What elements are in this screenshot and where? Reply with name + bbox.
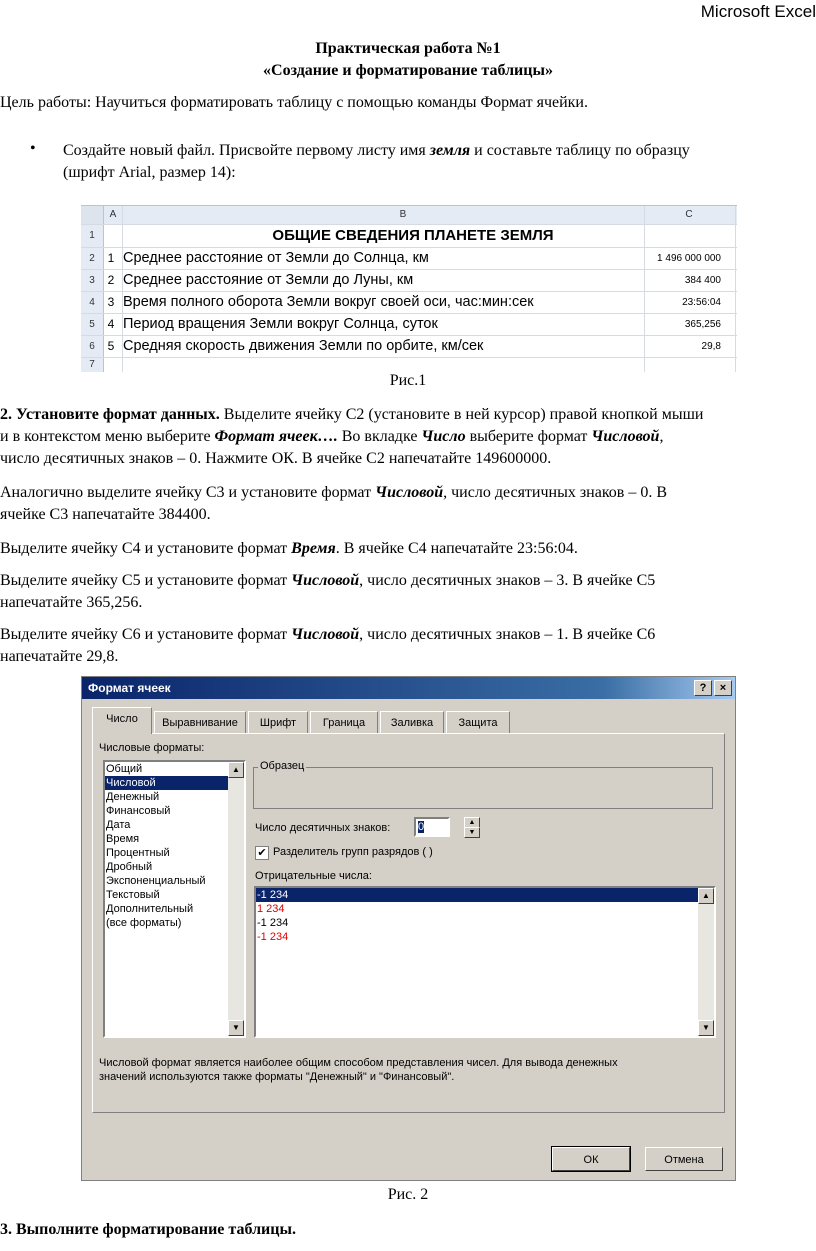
decimals-spinner[interactable] <box>464 817 480 837</box>
decimals-input[interactable] <box>414 817 450 837</box>
ok-button[interactable]: ОК <box>552 1147 630 1171</box>
row-number: 7 <box>81 358 104 372</box>
step2-em-numeric: Числовой <box>591 428 660 445</box>
step2-em-format: Формат ячеек…. <box>214 428 338 445</box>
format-list-item[interactable]: Экспоненциальный <box>106 875 206 887</box>
description-line2: значений используются также форматы "Денежный" и "Финансовый". <box>99 1071 455 1083</box>
col-header-c: C <box>685 209 693 220</box>
para-c3-a: Аналогично выделите ячейку С3 и установите формат <box>0 484 376 501</box>
bullet-line1 <box>63 140 813 162</box>
negative-numbers-label: Отрицательные числа: <box>255 870 372 882</box>
para-c5-line1 <box>0 570 816 592</box>
negative-list-item[interactable]: 1 234 <box>257 903 285 915</box>
row-description: Среднее расстояние от Земли до Солнца, км <box>123 250 429 266</box>
row-number: 3 <box>81 270 104 291</box>
decimals-value: 0 <box>418 821 425 833</box>
format-list-item[interactable]: Дата <box>106 819 131 831</box>
sample-label: Образец <box>260 760 305 772</box>
table-title: ОБЩИЕ СВЕДЕНИЯ ПЛАНЕТЕ ЗЕМЛЯ <box>272 227 554 244</box>
row-value: 365,256 <box>684 319 721 330</box>
para-c4-b: . В ячейке С4 напечатайте 23:56:04. <box>335 540 578 557</box>
row-index: 1 <box>107 251 115 265</box>
formats-label: Числовые форматы: <box>99 742 205 754</box>
spin-down-icon[interactable]: ▼ <box>464 827 480 838</box>
step2-em-number: Число <box>421 428 466 445</box>
tab-alignment[interactable]: Выравнивание <box>154 711 246 733</box>
para-c4-a: Выделите ячейку С4 и установите формат <box>0 540 292 557</box>
tab-font[interactable]: Шрифт <box>248 711 308 733</box>
negative-list-item[interactable]: -1 234 <box>257 917 289 929</box>
doc-title-line2: «Создание и форматирование таблицы» <box>263 62 553 79</box>
row-index: 5 <box>107 339 115 353</box>
row-number: 1 <box>81 225 104 247</box>
step2-text-1: Выделите ячейку С2 (установите в ней курсор) правой кнопкой мыши <box>219 406 704 423</box>
row-number: 4 <box>81 292 104 313</box>
bullet-dot: • <box>30 140 36 157</box>
tab-number[interactable]: Число <box>92 707 152 734</box>
bullet-text-1: Создайте новый файл. Присвойте первому листу имя <box>63 142 430 159</box>
column-header-row <box>81 206 737 225</box>
row-description: Период вращения Земли вокруг Солнца, суток <box>123 316 438 332</box>
dialog-title: Формат ячеек <box>82 677 735 699</box>
table-row <box>81 248 737 270</box>
para-c6-a: Выделите ячейку С6 и установите формат <box>0 626 292 643</box>
goal-text: Цель работы: Научиться форматировать таблицу с помощью команды Формат ячейки. <box>0 94 588 111</box>
row-value: 29,8 <box>701 341 721 352</box>
format-list-item[interactable]: Процентный <box>106 847 170 859</box>
step2-text-2c: выберите формат <box>465 428 592 445</box>
table-row <box>81 336 737 358</box>
tab-border[interactable]: Граница <box>310 711 378 733</box>
format-cells-dialog <box>81 676 736 1181</box>
step2-line3: число десятичных знаков – 0. Нажмите ОК. В ячейке С2 напечатайте 149600000. <box>0 450 552 467</box>
format-list-item[interactable]: Время <box>106 833 140 845</box>
sample-groupbox <box>253 760 713 809</box>
negative-numbers-list[interactable] <box>254 886 716 1038</box>
para-c4 <box>0 538 816 560</box>
para-c5-a: Выделите ячейку С5 и установите формат <box>0 572 292 589</box>
tab-fill[interactable]: Заливка <box>380 711 444 733</box>
table-row <box>81 292 737 314</box>
excel-table-figure <box>81 205 737 372</box>
table-title-row <box>81 225 737 248</box>
format-description <box>99 1056 719 1084</box>
row-value: 23:56:04 <box>682 297 721 308</box>
para-c3-line2: ячейке С3 напечатайте 384400. <box>0 506 211 523</box>
separator-checkbox[interactable]: ✔ <box>255 846 269 860</box>
row-number: 6 <box>81 336 104 357</box>
step2-text-2d: , <box>659 428 664 445</box>
step2-line1 <box>0 404 816 426</box>
format-list-item[interactable]: (все форматы) <box>106 917 182 929</box>
format-list-item[interactable]: Текстовый <box>106 889 160 901</box>
spin-up-icon[interactable]: ▲ <box>464 817 480 828</box>
row-description: Среднее расстояние от Земли до Луны, км <box>123 272 414 288</box>
row-number: 2 <box>81 248 104 269</box>
col-header-b: B <box>399 209 407 220</box>
para-c3-em: Числовой <box>375 484 444 501</box>
row-index: 4 <box>107 317 115 331</box>
formats-items <box>105 762 244 930</box>
negative-items <box>256 888 714 944</box>
tab-protection[interactable]: Защита <box>446 711 510 733</box>
step2-text-2b: Во вкладке <box>337 428 422 445</box>
cancel-button[interactable]: Отмена <box>645 1147 723 1171</box>
header-app-name: Microsoft Excel <box>700 2 816 21</box>
para-c6-line2: напечатайте 29,8. <box>0 648 119 665</box>
para-c3-b: , число десятичных знаков – 0. В <box>443 484 668 501</box>
fig1-caption: Рис.1 <box>389 372 427 389</box>
row-value: 1 496 000 000 <box>657 253 721 264</box>
step2-text-2a: и в контекстом меню выберите <box>0 428 215 445</box>
para-c6-line1 <box>0 624 816 646</box>
negative-list-item[interactable]: -1 234 <box>257 931 289 943</box>
row-index: 2 <box>107 273 115 287</box>
scroll-up-icon[interactable]: ▲ <box>228 762 244 778</box>
scroll-down-icon[interactable]: ▼ <box>228 1020 244 1036</box>
table-empty-row <box>81 358 737 372</box>
fig2-caption: Рис. 2 <box>387 1186 429 1203</box>
row-description: Время полного оборота Земли вокруг своей оси, час:мин:сек <box>123 294 534 310</box>
para-c5-b: , число десятичных знаков – 3. В ячейке С5 <box>359 572 656 589</box>
negative-scrollbar[interactable] <box>698 888 714 1036</box>
row-number: 5 <box>81 314 104 335</box>
step2-line2 <box>0 426 816 448</box>
close-button[interactable]: × <box>714 680 732 696</box>
table-row <box>81 270 737 292</box>
format-list-item[interactable]: Общий <box>106 763 143 775</box>
decimals-label: Число десятичных знаков: <box>255 822 391 834</box>
table-row <box>81 314 737 336</box>
step2-heading: 2. Установите формат данных. <box>0 406 220 423</box>
row-description: Средняя скорость движения Земли по орбите, км/сек <box>123 338 484 354</box>
scroll-down-icon[interactable]: ▼ <box>698 1020 714 1036</box>
bullet-em: земля <box>429 142 471 159</box>
format-list-item[interactable]: Числовой <box>105 776 228 790</box>
scroll-up-icon[interactable]: ▲ <box>698 888 714 904</box>
corner-cell <box>81 206 104 224</box>
para-c4-em: Время <box>291 540 336 557</box>
para-c6-em: Числовой <box>291 626 360 643</box>
format-list-item[interactable]: Денежный <box>106 791 160 803</box>
help-button[interactable]: ? <box>694 680 712 696</box>
format-list-item[interactable]: Финансовый <box>106 805 171 817</box>
formats-list[interactable] <box>103 760 246 1038</box>
bullet-text-2: и составьте таблицу по образцу <box>470 142 690 159</box>
format-list-item[interactable]: Дополнительный <box>106 903 194 915</box>
formats-scrollbar[interactable] <box>228 762 244 1036</box>
row-index: 3 <box>107 295 115 309</box>
separator-label: Разделитель групп разрядов ( ) <box>273 846 433 858</box>
row-value: 384 400 <box>684 275 721 286</box>
step3-heading: 3. Выполните форматирование таблицы. <box>0 1221 296 1238</box>
para-c5-line2: напечатайте 365,256. <box>0 594 143 611</box>
negative-list-item[interactable]: -1 234 <box>256 888 698 902</box>
bullet-line2: (шрифт Arial, размер 14): <box>63 164 236 181</box>
para-c6-b: , число десятичных знаков – 1. В ячейке С6 <box>359 626 656 643</box>
para-c5-em: Числовой <box>291 572 360 589</box>
doc-title-line1: Практическая работа №1 <box>315 40 501 57</box>
format-list-item[interactable]: Дробный <box>106 861 153 873</box>
tab-panel-number <box>92 733 725 1113</box>
col-header-a: A <box>109 209 117 220</box>
para-c3-line1 <box>0 482 816 504</box>
description-line1: Числовой формат является наиболее общим способом представления чисел. Для вывода денежных <box>99 1057 618 1069</box>
